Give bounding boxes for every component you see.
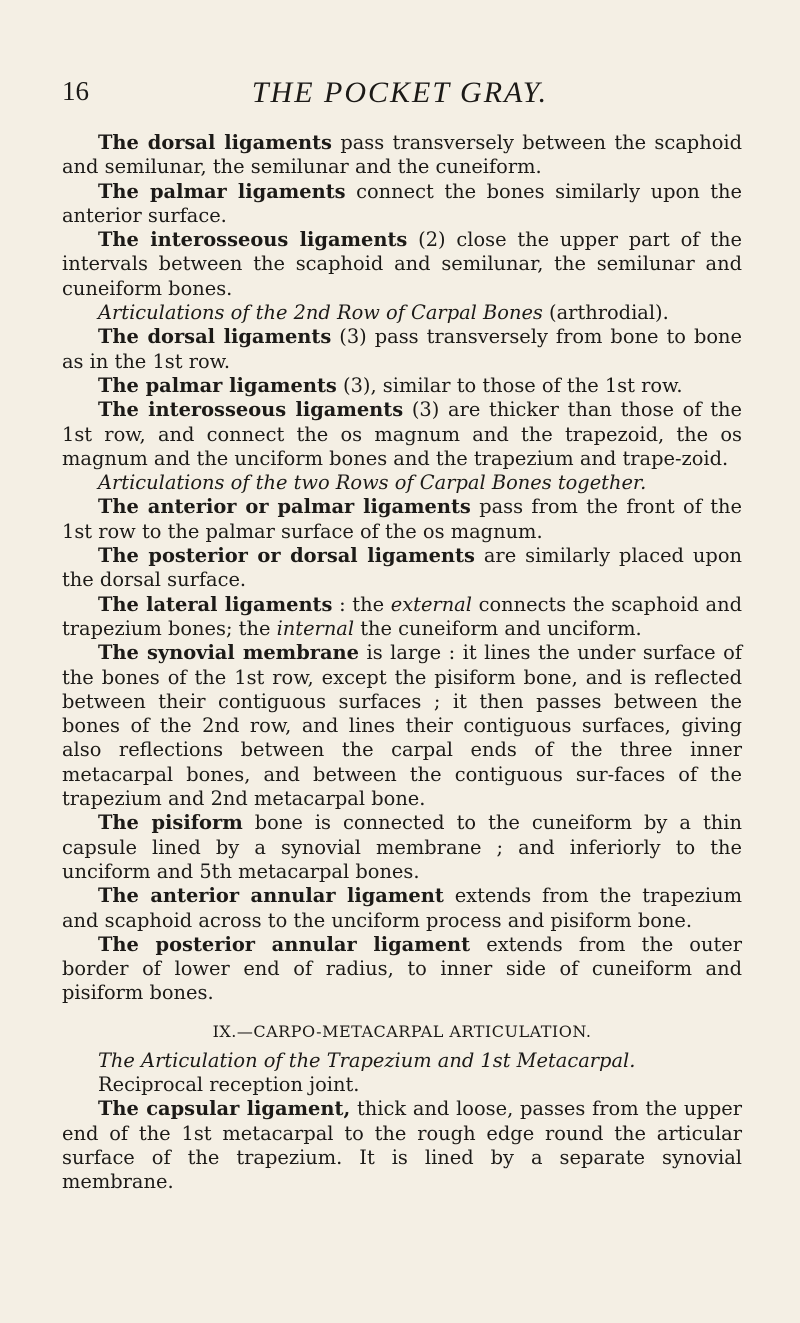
paragraph-palmar-ligaments-row1: The palmar ligaments connect the bones similarly upon the anterior surface. bbox=[62, 179, 742, 227]
running-title: THE POCKET GRAY. bbox=[251, 76, 549, 109]
page-body bbox=[62, 131, 742, 1194]
paragraph-anterior-palmar-ligaments: The anterior or palmar ligaments pass from the front of the 1st row to the palmar surface of the os magnum. bbox=[62, 495, 743, 543]
paragraph-reciprocal-reception: Reciprocal reception joint. bbox=[98, 1072, 360, 1096]
paragraph-interosseous-ligaments-row1: The interosseous ligaments (2) close the upper part of the intervals between the scaphoid and semilunar, the semilunar and cuneiform bones. bbox=[62, 228, 742, 300]
subheading-two-rows: Articulations of the two Rows of Carpal Bones together. bbox=[98, 471, 647, 495]
paragraph-interosseous-ligaments-row2: The interosseous ligaments (3) are thicker than those of the 1st row, and connect the os magnum and the trapezoid, the os magnum and the unciform bones and the trapezium and trape-zoid. bbox=[62, 398, 742, 470]
paragraph-posterior-annular-ligament: The posterior annular ligament extends from the outer border of lower end of radius, to inner side of cuneiform and pisiform bones. bbox=[62, 932, 742, 1005]
subheading-second-row: Articulations of the 2nd Row of Carpal Bones (arthrodial). bbox=[98, 301, 669, 325]
subheading-trapezium-metacarpal: The Articulation of the Trapezium and 1st Metacarpal. bbox=[98, 1048, 636, 1072]
paragraph-palmar-ligaments-row2: The palmar ligaments (3), similar to those of the 1st row. bbox=[98, 373, 683, 397]
paragraph-dorsal-ligaments-row1: The dorsal ligaments pass transversely between the scaphoid and semilunar, the semilunar and the cuneiform. bbox=[62, 131, 742, 179]
paragraph-lateral-ligaments: The lateral ligaments : the external connects the scaphoid and trapezium bones; the internal the cuneiform and unciform. bbox=[62, 592, 743, 640]
paragraph-synovial-membrane: The synovial membrane is large : it lines the under surface of the bones of the 1st row, except the pisiform bone, and is reflected between their contiguous surfaces ; it then passes between the bones of the 2nd row, and lines their contiguous surfaces, giving also reflections between the carpal ends of the three inner metacarpal bones, and between the contiguous sur-faces of the trapezium and 2nd metacarpal bone. bbox=[62, 641, 742, 811]
running-head bbox=[60, 76, 740, 116]
section-heading: IX.—CARPO-METACARPAL ARTICULATION. bbox=[212, 1021, 592, 1041]
page-number: 16 bbox=[62, 76, 89, 106]
paragraph-anterior-annular-ligament: The anterior annular ligament extends from the trapezium and scaphoid across to the unciform process and pisiform bone. bbox=[62, 884, 742, 932]
paragraph-posterior-dorsal-ligaments: The posterior or dorsal ligaments are similarly placed upon the dorsal surface. bbox=[62, 544, 742, 592]
paragraph-pisiform: The pisiform bone is connected to the cuneiform by a thin capsule lined by a synovial membrane ; and inferiorly to the unciform and 5th metacarpal bones. bbox=[62, 811, 742, 883]
paragraph-capsular-ligament: The capsular ligament, thick and loose, passes from the upper end of the 1st metacarpal to the rough edge round the articular surface of the trapezium. It is lined by a separate synovial membrane. bbox=[62, 1097, 742, 1194]
paragraph-dorsal-ligaments-row2: The dorsal ligaments (3) pass transversely from bone to bone as in the 1st row. bbox=[62, 325, 742, 373]
